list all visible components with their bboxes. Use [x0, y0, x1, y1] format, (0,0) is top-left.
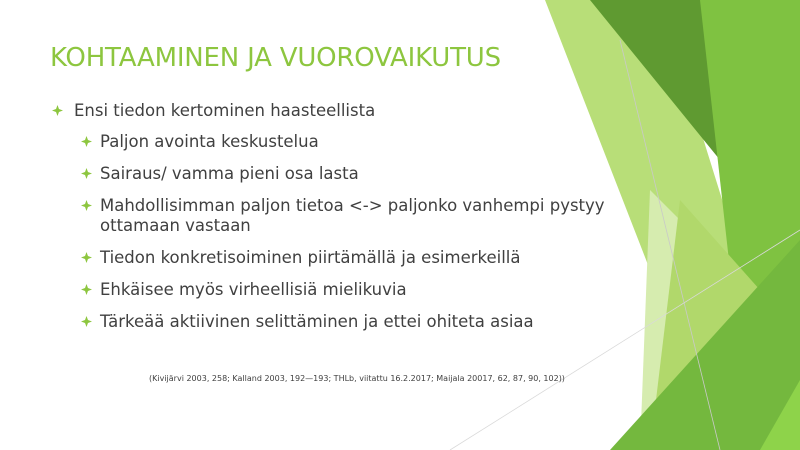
diamond-bullet-icon: [81, 168, 92, 179]
bullet-item: [81, 280, 610, 300]
bullet-text: Tiedon konkretisoiminen piirtämällä ja esimerkeillä: [100, 248, 521, 267]
diamond-bullet-icon: [81, 284, 92, 295]
citation-text: (Kivijärvi 2003, 258; Kalland 2003, 192—193; THLb, viitattu 16.2.2017; Maijala 20017, 62, 87, 90, 102)): [149, 374, 565, 383]
bullet-item: [81, 196, 610, 236]
diamond-bullet-icon: [81, 316, 92, 327]
diamond-bullet-icon: [81, 200, 92, 211]
diamond-bullet-icon: [81, 252, 92, 263]
bullet-item: [81, 248, 610, 268]
bullet-text: Tärkeää aktiivinen selittäminen ja ettei ohiteta asiaa: [100, 312, 534, 331]
diamond-bullet-icon: [52, 105, 63, 116]
bullet-item: [50, 101, 610, 121]
bullet-text: Ehkäisee myös virheellisiä mielikuvia: [100, 280, 407, 299]
bullet-item: [81, 312, 610, 332]
bullet-text: Sairaus/ vamma pieni osa lasta: [100, 164, 359, 183]
slide-title: KOHTAAMINEN JA VUOROVAIKUTUS: [50, 43, 501, 73]
bullet-text: Ensi tiedon kertominen haasteellista: [74, 101, 376, 120]
diamond-bullet-icon: [81, 136, 92, 147]
bullet-item: [81, 164, 610, 184]
bullet-text: Paljon avointa keskustelua: [100, 132, 319, 151]
bullet-item: [81, 132, 610, 152]
bullet-text: Mahdollisimman paljon tietoa <-> paljonko vanhempi pystyy ottamaan vastaan: [100, 196, 605, 235]
bullet-list: [50, 101, 610, 344]
